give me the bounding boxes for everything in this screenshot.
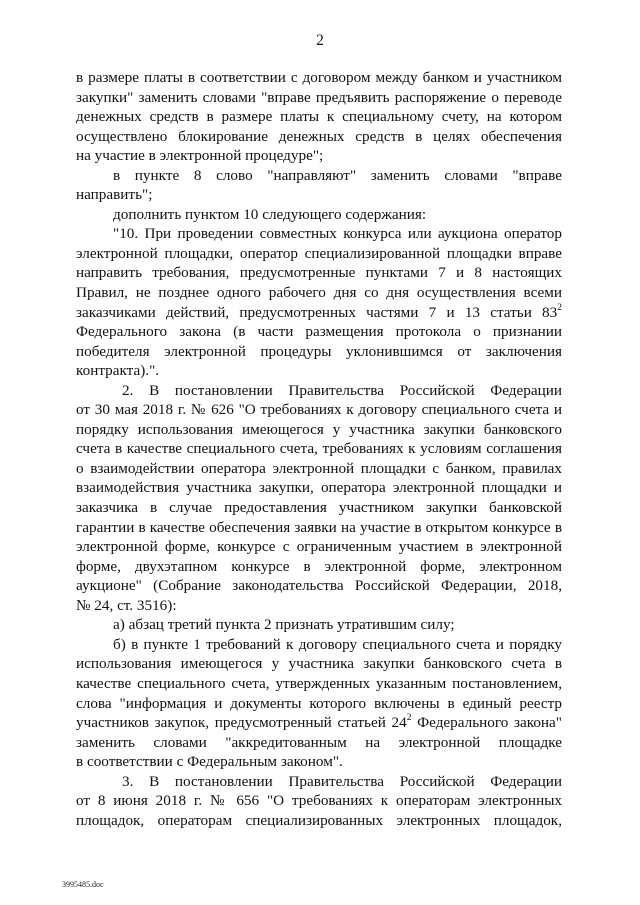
text-line <box>76 361 562 381</box>
text-line-content: контракта).". <box>76 362 160 380</box>
text-line <box>76 400 562 420</box>
text-line-content: заказчика в случае предоставления участником закупки банковской <box>76 499 562 517</box>
text-line <box>76 127 562 147</box>
text-line-content: Федерального закона (в части размещения протокола о признании <box>76 323 562 341</box>
text-line-content: "10. При проведении совместных конкурса или аукциона оператор <box>113 225 562 243</box>
text-line-content: от 30 мая 2018 г. № 626 "О требованиях к договору специального счета и <box>76 401 562 419</box>
text-line-content: а) абзац третий пункта 2 признать утратившим силу; <box>113 616 455 634</box>
text-line-content: аукционе" (Собрание законодательства Российской Федерации, 2018, <box>76 577 562 595</box>
text-line-content: счета в качестве специального счета, требованиях к условиям соглашения <box>76 440 562 458</box>
text-line <box>76 694 562 714</box>
text-line <box>76 772 562 792</box>
text-line-content: б) в пункте 1 требований к договору специального счета и порядку <box>113 635 562 653</box>
text-line <box>76 244 562 264</box>
text-line <box>76 224 562 244</box>
text-line <box>76 205 562 225</box>
text-line <box>76 439 562 459</box>
text-line-content: направить требования, предусмотренные пунктами 7 и 8 настоящих <box>76 264 562 282</box>
text-line-content: направить"; <box>76 186 153 204</box>
text-line <box>76 420 562 440</box>
text-line <box>76 342 562 362</box>
text-line <box>76 459 562 479</box>
text-line <box>76 88 562 108</box>
text-line-content: дополнить пунктом 10 следующего содержания: <box>113 205 427 223</box>
text-line <box>76 303 562 323</box>
text-line-content: победителя электронной процедуры уклонившимся от заключения <box>76 342 562 360</box>
document-filename: 3995485.doc <box>62 880 104 889</box>
text-line <box>76 733 562 753</box>
text-line <box>76 752 562 772</box>
text-line-content: осуществлено блокирование денежных средств в целях обеспечения <box>76 127 562 145</box>
text-line <box>76 635 562 655</box>
text-line-content: денежных средств в размере платы к специальному счету, на котором <box>76 108 562 126</box>
text-line-content: 3. В постановлении Правительства Российской Федерации <box>122 772 562 790</box>
text-line <box>76 713 562 733</box>
text-line <box>76 498 562 518</box>
text-line <box>76 381 562 401</box>
text-line-content: № 24, ст. 3516): <box>76 596 177 614</box>
text-line <box>76 537 562 557</box>
text-line <box>76 596 562 616</box>
text-line-content: заменить словами "аккредитованным на электронной площадке <box>76 733 562 751</box>
text-line <box>76 654 562 674</box>
text-line <box>76 518 562 538</box>
text-line <box>76 674 562 694</box>
text-line <box>76 557 562 577</box>
superscript: 2 <box>557 302 562 313</box>
text-line <box>76 811 562 831</box>
text-line <box>76 166 562 186</box>
text-line-content: закупки" заменить словами "вправе предъявить распоряжение о переводе <box>76 88 562 106</box>
text-line-content: площадок, операторам специализированных электронных площадок, <box>76 811 562 829</box>
text-line-content: в пункте 8 слово "направляют" заменить словами "вправе <box>113 166 562 184</box>
text-line-content: в размере платы в соответствии с договором между банком и участником <box>76 69 562 86</box>
text-line-content: электронной площадки, оператор специализированной площадки вправе <box>76 244 562 262</box>
text-line <box>76 615 562 635</box>
text-line <box>76 283 562 303</box>
text-line-content: качестве специального счета, утвержденных указанным постановлением, <box>76 674 562 692</box>
text-line-content: о взаимодействии оператора электронной площадки с банком, правилах <box>76 459 562 477</box>
page-number: 2 <box>316 32 324 49</box>
text-line-content: в соответствии с Федеральным законом". <box>76 753 343 771</box>
text-line <box>76 68 562 88</box>
text-line-content: участников закупок, предусмотренный статьей 24 <box>76 714 407 732</box>
text-line-content: на участие в электронной процедуре"; <box>76 147 324 165</box>
text-line-content: электронной форме, конкурсе с ограниченным участием в электронной <box>76 538 562 556</box>
text-line-content: Правил, не позднее одного рабочего дня со дня осуществления всеми <box>76 284 562 302</box>
text-line-tail: Федерального закона" <box>411 714 562 732</box>
text-line-content: слова "информация и документы которого включены в единый реестр <box>76 694 562 712</box>
text-line <box>76 322 562 342</box>
text-line <box>76 263 562 283</box>
text-line <box>76 107 562 127</box>
text-line-content: заказчиками действий, предусмотренных частями 7 и 13 статьи 83 <box>76 303 558 321</box>
text-line <box>76 478 562 498</box>
text-line <box>76 576 562 596</box>
text-line-content: форме, двухэтапном конкурсе в электронной форме, электронном <box>76 557 562 575</box>
document-body <box>76 68 562 830</box>
text-line-content: порядку использования имеющегося у участника закупки банковского <box>76 420 562 438</box>
text-line <box>76 791 562 811</box>
superscript: 2 <box>406 713 412 724</box>
text-line-content: гарантии в качестве обеспечения заявки на участие в открытом конкурсе в <box>76 518 562 536</box>
text-line <box>76 146 562 166</box>
text-line-content: взаимодействия участника закупки, оператора электронной площадки и <box>76 479 562 497</box>
text-line-content: использования имеющегося у участника закупки банковского счета в <box>76 655 562 673</box>
text-line <box>76 185 562 205</box>
text-line-content: от 8 июня 2018 г. № 656 "О требованиях к операторам электронных <box>76 792 562 810</box>
text-line-content: 2. В постановлении Правительства Российской Федерации <box>122 381 562 399</box>
